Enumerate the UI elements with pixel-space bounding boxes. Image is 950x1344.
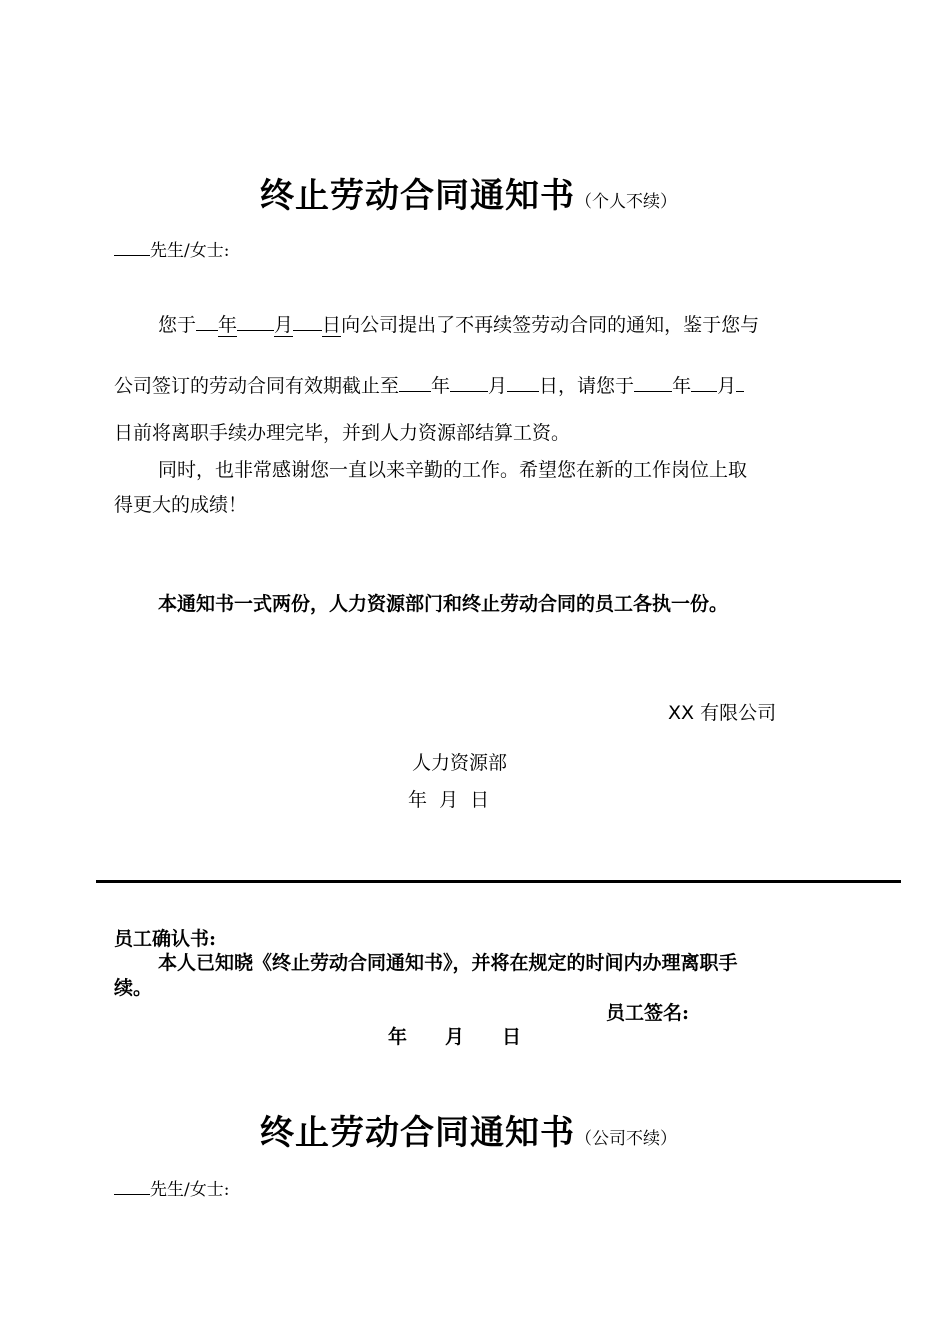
blank [293,311,322,331]
blank [507,372,539,392]
department: 人力资源部 [412,752,508,774]
blank [736,372,744,392]
notice2-salutation-line [114,1179,229,1199]
signature-label: 员工签名: [606,1002,690,1024]
thanks-line-2: 得更大的成绩！ [114,494,248,516]
notice-title [260,168,677,217]
notice-title-text: 终止劳动合同通知书 [260,176,575,216]
copies-note: 本通知书一式两份，人力资源部门和终止劳动合同的员工各执一份。 [158,593,729,615]
notice-date: 年 月 日 [408,789,490,811]
separator-line [96,880,901,883]
notice2-subtitle: （公司不续） [575,1129,677,1149]
notice-subtitle: （个人不续） [575,192,677,212]
confirmation-body-2: 续。 [114,977,153,999]
body-line-3: 日前将离职手续办理完毕，并到人力资源部结算工资。 [114,422,571,444]
confirmation-heading: 员工确认书: [114,928,217,950]
body-line-1: 您于 年 月 日向公司提出了不再续签劳动合同的通知，鉴于您与 [158,311,759,335]
blank [450,372,488,392]
body-line-2: 公司签订的劳动合同有效期截止至 年 月 日，请您于 年 月 [114,372,744,396]
confirmation-body-1: 本人已知晓《终止劳动合同通知书》，并将在规定的时间内办理离职手 [158,952,738,974]
blank [196,311,218,331]
name-blank [114,240,150,256]
notice2-title-text: 终止劳动合同通知书 [260,1113,575,1153]
name-blank [114,1179,150,1195]
company-name: XX 有限公司 [668,702,777,724]
notice2-title [260,1105,677,1154]
blank [237,311,274,331]
thanks-line-1: 同时，也非常感谢您一直以来辛勤的工作。希望您在新的工作岗位上取 [158,459,748,481]
salutation-line [114,240,229,260]
blank [399,372,431,392]
blank [691,372,717,392]
salutation: 先生/女士: [150,241,230,261]
blank [634,372,672,392]
notice2-salutation: 先生/女士: [150,1180,230,1200]
confirmation-date: 年 月 日 [388,1026,522,1048]
